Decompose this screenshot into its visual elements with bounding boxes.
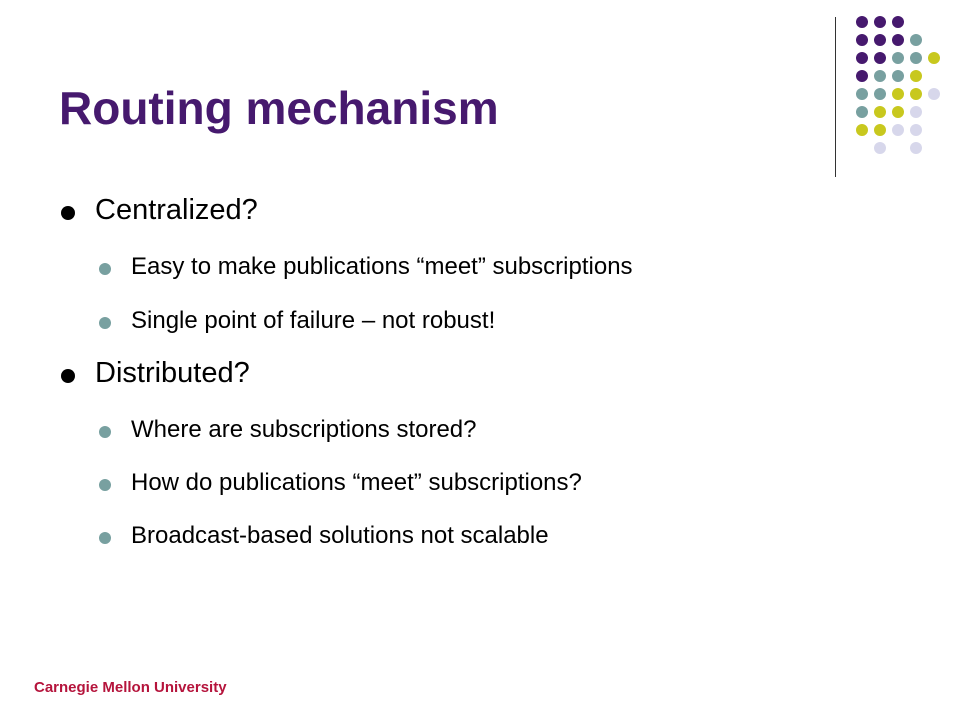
- footer-university: Carnegie Mellon University: [34, 679, 227, 696]
- sub-bullet-dot: [99, 263, 111, 275]
- sub-bullet-easy-to-make: Easy to make publications “meet” subscriptions: [131, 253, 633, 280]
- bullet-dot: [61, 206, 75, 220]
- sub-bullet-dot: [99, 426, 111, 438]
- sub-bullet-single-point: Single point of failure – not robust!: [131, 307, 496, 334]
- sub-bullet-dot: [99, 479, 111, 491]
- bullet-centralized: Centralized?: [95, 194, 258, 226]
- sub-bullet-dot: [99, 532, 111, 544]
- slide-title: Routing mechanism: [59, 82, 499, 134]
- sub-bullet-where-stored: Where are subscriptions stored?: [131, 416, 477, 443]
- bullet-dot: [61, 369, 75, 383]
- sub-bullet-dot: [99, 317, 111, 329]
- sub-bullet-how-meet: How do publications “meet” subscriptions?: [131, 469, 582, 496]
- sub-bullet-broadcast: Broadcast-based solutions not scalable: [131, 522, 549, 549]
- bullet-distributed: Distributed?: [95, 357, 250, 389]
- vertical-divider: [835, 17, 836, 177]
